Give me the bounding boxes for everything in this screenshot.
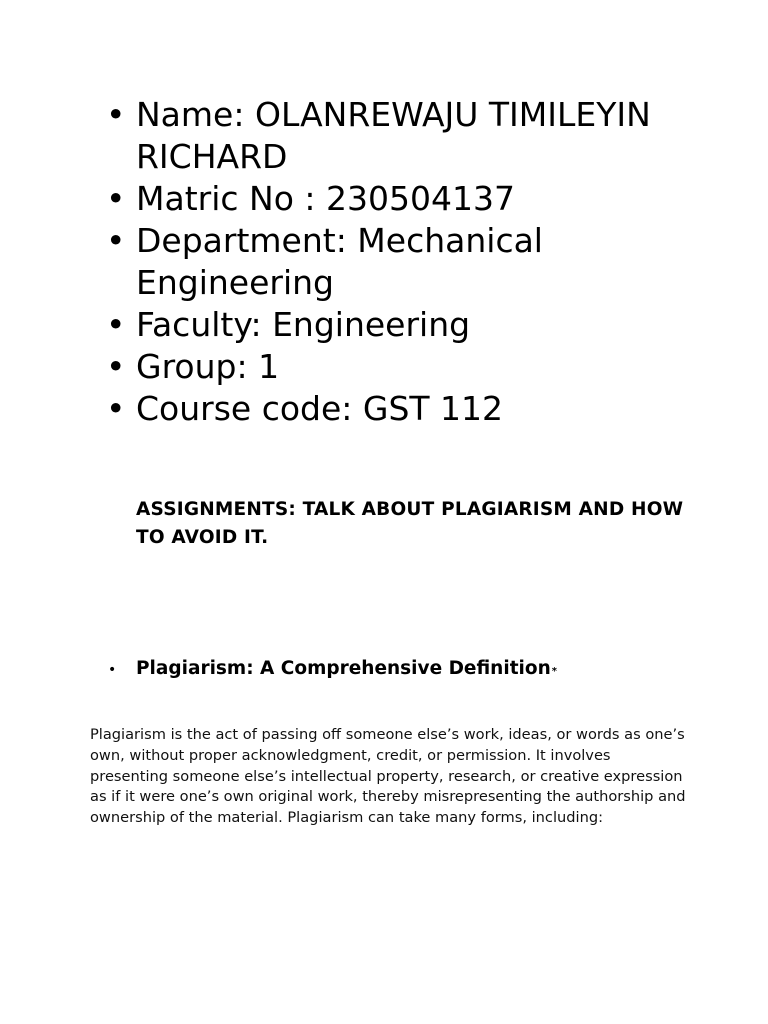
- info-item-faculty: [106, 304, 706, 346]
- bullet-icon: •: [106, 95, 126, 134]
- assignment-title: ASSIGNMENTS: TALK ABOUT PLAGIARISM AND HOW TO AVOID IT.: [136, 499, 684, 548]
- bullet-icon: •: [106, 305, 126, 344]
- info-course-code-text: Course code: GST 112: [136, 389, 504, 428]
- bullet-icon: •: [106, 221, 126, 260]
- student-info-list: [106, 94, 706, 430]
- info-department-text: Department: Mechanical Engineering: [136, 221, 543, 302]
- section-heading: [108, 656, 708, 685]
- info-matric-text: Matric No : 230504137: [136, 179, 515, 218]
- info-group-text: Group: 1: [136, 347, 280, 386]
- definition-paragraph: Plagiarism is the act of passing off someone else’s work, ideas, or words as one’s own, without proper acknowledgment, credit, or permission. It involves presenting someone else’s intellectual property, research, or creative expression as if it were one’s own original work, thereby misrepresenting the authorship and ownership of the material. Plagiarism can take many forms, including:: [90, 726, 686, 827]
- info-name-text: Name: OLANREWAJU TIMILEYIN RICHARD: [136, 95, 651, 176]
- info-item-group: [106, 346, 706, 388]
- info-item-department: [106, 220, 706, 304]
- bullet-icon: •: [106, 347, 126, 386]
- info-item-name: [106, 94, 706, 178]
- asterisk-mark: *: [551, 666, 557, 677]
- section-heading-text: Plagiarism: A Comprehensive Definition: [136, 658, 551, 679]
- bullet-icon: •: [106, 179, 126, 218]
- info-faculty-text: Faculty: Engineering: [136, 305, 471, 344]
- info-item-matric: [106, 178, 706, 220]
- bullet-icon: •: [106, 389, 126, 428]
- bullet-icon: •: [108, 662, 117, 678]
- info-item-course-code: [106, 388, 706, 430]
